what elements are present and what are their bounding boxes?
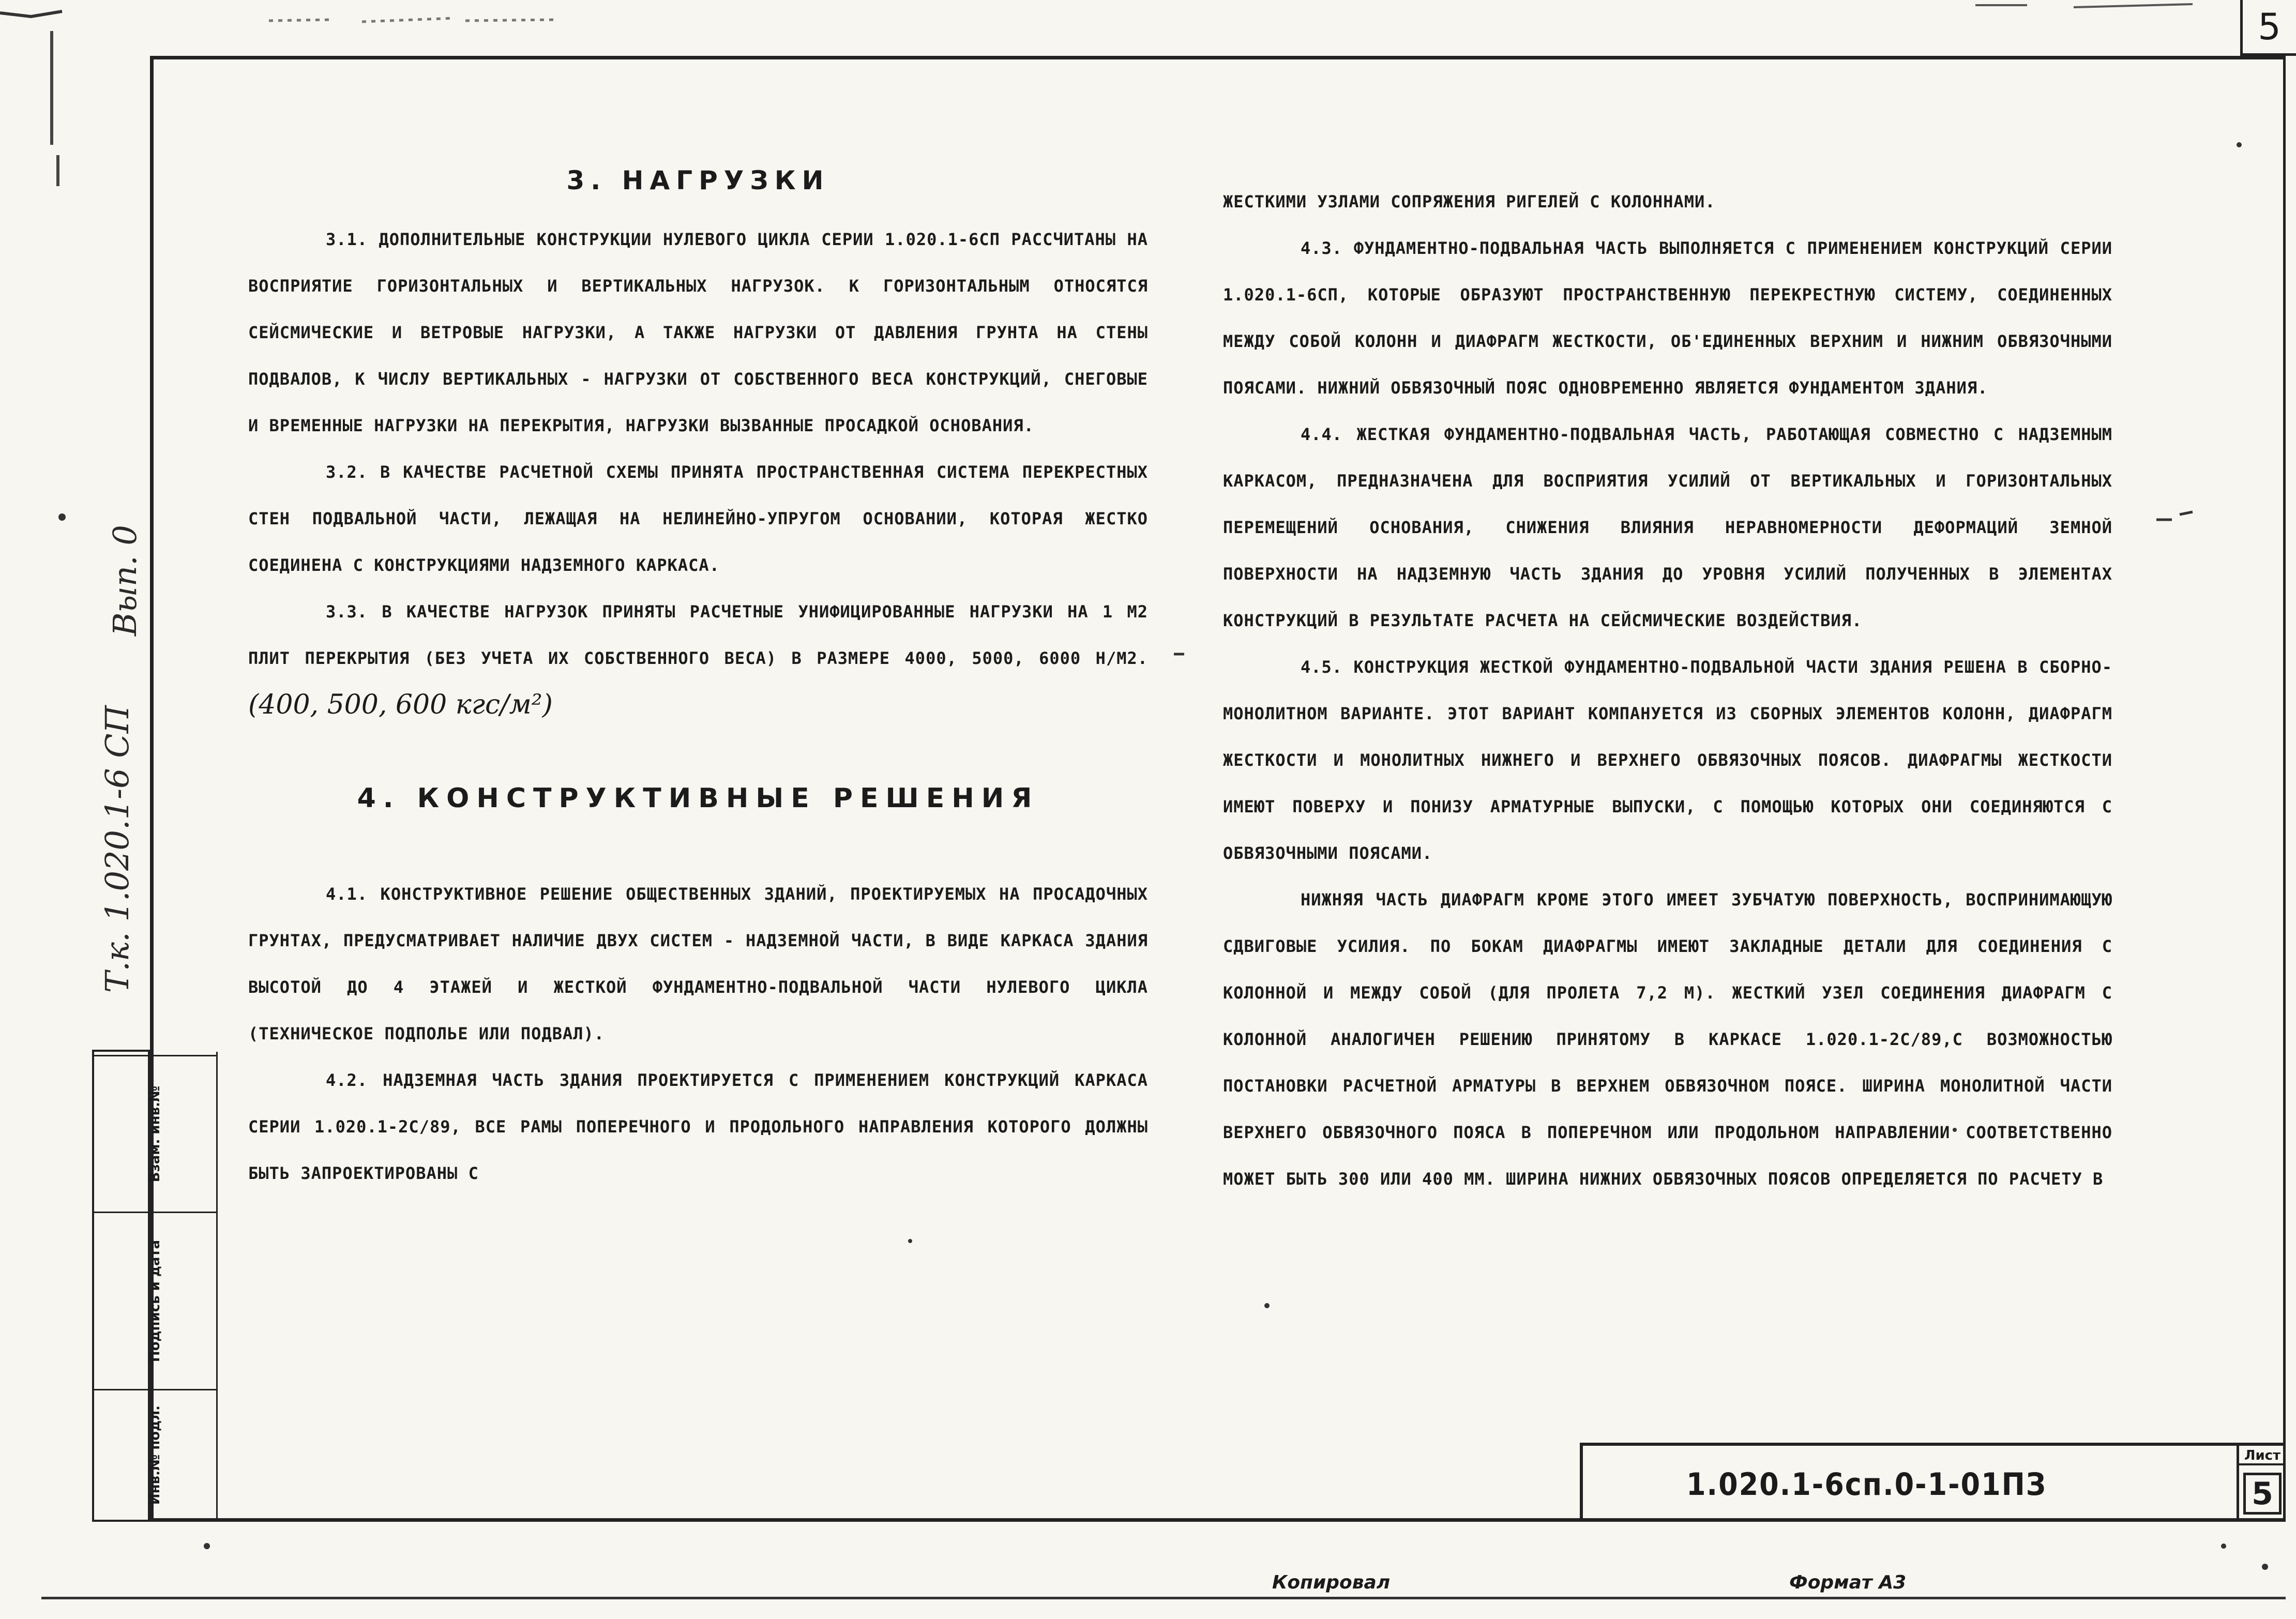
paragraph-4-2: 4.2. НАДЗЕМНАЯ ЧАСТЬ ЗДАНИЯ ПРОЕКТИРУЕТСЯ С ПРИМЕНЕНИЕМ КОНСТРУКЦИЙ КАРКАСА СЕРИИ 1.020.1-2С/89, ВСЕ РАМЫ ПОПЕРЕЧНОГО И ПРОДОЛЬНОГО НАПРАВЛЕНИЯ КОТОРОГО ДОЛЖНЫ БЫТЬ ЗАПРОЕКТИРОВАНЫ С: [248, 1070, 1148, 1183]
paragraph-4-1: 4.1. КОНСТРУКТИВНОЕ РЕШЕНИЕ ОБЩЕСТВЕННЫХ ЗДАНИЙ, ПРОЕКТИРУЕМЫХ НА ПРОСАДОЧНЫХ ГРУНТАХ, ПРЕДУСМАТРИВАЕТ НАЛИЧИЕ ДВУХ СИСТЕМ - НАДЗЕМНОЙ ЧАСТИ, В ВИДЕ КАРКАСА ЗДАНИЯ ВЫСОТОЙ ДО 4 ЭТАЖЕЙ И ЖЕСТКОЙ ФУНДАМЕНТНО-ПОДВАЛЬНОЙ ЧАСТИ НУЛЕВОГО ЦИКЛА (ТЕХНИЧЕСКОЕ ПОДПОЛЬЕ ИЛИ ПОДВАЛ).: [248, 884, 1148, 1043]
approval-stamp-strip: [92, 1050, 163, 1522]
paragraph-4-4: 4.4. ЖЕСТКАЯ ФУНДАМЕНТНО-ПОДВАЛЬНАЯ ЧАСТЬ, РАБОТАЮЩАЯ СОВМЕСТНО С НАДЗЕМНЫМ КАРКАСОМ, ПРЕДНАЗНАЧЕНА ДЛЯ ВОСПРИЯТИЯ УСИЛИЙ ОТ ВЕРТИКАЛЬНЫХ И ГОРИЗОНТАЛЬНЫХ ПЕРЕМЕЩЕНИЙ ОСНОВАНИЯ, СНИЖЕНИЯ ВЛИЯНИЯ НЕРАВНОМЕРНОСТИ ДЕФОРМАЦИЙ ЗЕМНОЙ ПОВЕРХНОСТИ НА НАДЗЕМНУЮ ЧАСТЬ ЗДАНИЯ ДО УРОВНЯ УСИЛИЙ ПОЛУЧЕННЫХ В ЭЛЕМЕНТАХ КОНСТРУКЦИЙ В РЕЗУЛЬТАТЕ РАСЧЕТА НА СЕЙСМИЧЕСКИЕ ВОЗДЕЙСТВИЯ.: [1223, 425, 2112, 630]
paragraph-4-2-continued: ЖЕСТКИМИ УЗЛАМИ СОПРЯЖЕНИЯ РИГЕЛЕЙ С КОЛОННАМИ.: [1223, 192, 1716, 211]
section-3-heading: 3. НАГРУЗКИ: [566, 165, 830, 195]
paragraph-3-3: [248, 588, 1148, 731]
sheet-number: 5: [2243, 1473, 2282, 1515]
paragraph-3-1: 3.1. ДОПОЛНИТЕЛЬНЫЕ КОНСТРУКЦИИ НУЛЕВОГО ЦИКЛА СЕРИИ 1.020.1-6СП РАССЧИТАНЫ НА ВОСПРИЯТИЕ ГОРИЗОНТАЛЬНЫХ И ВЕРТИКАЛЬНЫХ НАГРУЗОК. К ГОРИЗОНТАЛЬНЫМ ОТНОСЯТСЯ СЕЙСМИЧЕСКИЕ И ВЕТРОВЫЕ НАГРУЗКИ, А ТАКЖЕ НАГРУЗКИ ОТ ДАВЛЕНИЯ ГРУНТА НА СТЕНЫ ПОДВАЛОВ, К ЧИСЛУ ВЕРТИКАЛЬНЫХ - НАГРУЗКИ ОТ СОБСТВЕННОГО ВЕСА КОНСТРУКЦИЙ, СНЕГОВЫЕ И ВРЕМЕННЫЕ НАГРУЗКИ НА ПЕРЕКРЫТИЯ, НАГРУЗКИ ВЫЗВАННЫЕ ПРОСАДКОЙ ОСНОВАНИЯ.: [248, 230, 1148, 435]
sheet-number-cell: [2237, 1446, 2286, 1522]
format-label: Формат А3: [1789, 1572, 1907, 1593]
document-code: 1.020.1-6сп.0-1-01ПЗ: [1686, 1466, 2047, 1503]
handwritten-load-note: (400, 500, 600 кгс/м²): [248, 689, 553, 720]
issue-handwritten-label: Вып. 0: [106, 525, 144, 636]
paragraph-4-5: 4.5. КОНСТРУКЦИЯ ЖЕСТКОЙ ФУНДАМЕНТНО-ПОДВАЛЬНОЙ ЧАСТИ ЗДАНИЯ РЕШЕНА В СБОРНО-МОНОЛИТНОМ ВАРИАНТЕ. ЭТОТ ВАРИАНТ КОМПАНУЕТСЯ ИЗ СБОРНЫХ ЭЛЕМЕНТОВ КОЛОНН, ДИАФРАГМ ЖЕСТКОСТИ И МОНОЛИТНЫХ НИЖНЕГО И ВЕРХНЕГО ОБВЯЗОЧНЫХ ПОЯСОВ. ДИАФРАГМЫ ЖЕСТКОСТИ ИМЕЮТ ПОВЕРХУ И ПОНИЗУ АРМАТУРНЫЕ ВЫПУСКИ, С ПОМОЩЬЮ КОТОРЫХ ОНИ СОЕДИНЯЮТСЯ С ОБВЯЗОЧНЫМИ ПОЯСАМИ.: [1223, 657, 2112, 863]
series-handwritten-label: Т.к. 1.020.1-6 СП: [98, 705, 136, 993]
strip-label-signature: Подпись и дата: [147, 1239, 163, 1363]
left-text-column: [248, 165, 1148, 1197]
strip-label-replacement: Взам. инв.№: [147, 1085, 163, 1183]
bottom-rule: [41, 1597, 2286, 1599]
page-corner-number: 5: [2240, 0, 2296, 56]
copied-by-label: Копировал: [1272, 1572, 1391, 1593]
strip-cell: [94, 1212, 216, 1389]
strip-label-inventory: Инв.№ подл.: [147, 1405, 163, 1505]
strip-cell: [94, 1055, 216, 1212]
title-block: [1580, 1443, 2286, 1522]
right-text-column: [1223, 178, 2112, 1202]
paragraph-3-3-text: 3.3. В КАЧЕСТВЕ НАГРУЗОК ПРИНЯТЫ РАСЧЕТНЫЕ УНИФИЦИРОВАННЫЕ НАГРУЗКИ НА 1 М2 ПЛИТ ПЕРЕКРЫТИЯ (БЕЗ УЧЕТА ИХ СОБСТВЕННОГО ВЕСА) В РАЗМЕРЕ 4000, 5000, 6000 Н/М2.: [248, 602, 1148, 668]
paragraph-3-2: 3.2. В КАЧЕСТВЕ РАСЧЕТНОЙ СХЕМЫ ПРИНЯТА ПРОСТРАНСТВЕННАЯ СИСТЕМА ПЕРЕКРЕСТНЫХ СТЕН ПОДВАЛЬНОЙ ЧАСТИ, ЛЕЖАЩАЯ НА НЕЛИНЕЙНО-УПРУГОМ ОСНОВАНИИ, КОТОРАЯ ЖЕСТКО СОЕДИНЕНА С КОНСТРУКЦИЯМИ НАДЗЕМНОГО КАРКАСА.: [248, 462, 1148, 575]
section-4-heading: 4. КОНСТРУКТИВНЫЕ РЕШЕНИЯ: [357, 783, 1039, 814]
sheet-label: Лист: [2239, 1448, 2286, 1465]
paragraph-4-3: 4.3. ФУНДАМЕНТНО-ПОДВАЛЬНАЯ ЧАСТЬ ВЫПОЛНЯЕТСЯ С ПРИМЕНЕНИЕМ КОНСТРУКЦИЙ СЕРИИ 1.020.1-6СП, КОТОРЫЕ ОБРАЗУЮТ ПРОСТРАНСТВЕННУЮ ПЕРЕКРЕСТНУЮ СИСТЕМУ, СОЕДИНЕННЫХ МЕЖДУ СОБОЙ КОЛОНН И ДИАФРАГМ ЖЕСТКОСТИ, ОБ'ЕДИНЕННЫХ ВЕРХНИМ И НИЖНИМ ОБВЯЗОЧНЫМИ ПОЯСАМИ. НИЖНИЙ ОБВЯЗОЧНЫЙ ПОЯС ОДНОВРЕМЕННО ЯВЛЯЕТСЯ ФУНДАМЕНТОМ ЗДАНИЯ.: [1223, 238, 2112, 398]
strip-col-inventory: [94, 1052, 218, 1520]
strip-cell: [94, 1389, 216, 1520]
paragraph-4-5-b: НИЖНЯЯ ЧАСТЬ ДИАФРАГМ КРОМЕ ЭТОГО ИМЕЕТ ЗУБЧАТУЮ ПОВЕРХНОСТЬ, ВОСПРИНИМАЮЩУЮ СДВИГОВЫЕ УСИЛИЯ. ПО БОКАМ ДИАФРАГМЫ ИМЕЮТ ЗАКЛАДНЫЕ ДЕТАЛИ ДЛЯ СОЕДИНЕНИЯ С КОЛОННОЙ И МЕЖДУ СОБОЙ (ДЛЯ ПРОЛЕТА 7,2 М). ЖЕСТКИЙ УЗЕЛ СОЕДИНЕНИЯ ДИАФРАГМ С КОЛОННОЙ АНАЛОГИЧЕН РЕШЕНИЮ ПРИНЯТОМУ В КАРКАСЕ 1.020.1-2С/89,С ВОЗМОЖНОСТЬЮ ПОСТАНОВКИ РАСЧЕТНОЙ АРМАТУРЫ В ВЕРХНЕМ ОБВЯЗОЧНОМ ПОЯСЕ. ШИРИНА МОНОЛИТНОЙ ЧАСТИ ВЕРХНЕГО ОБВЯЗОЧНОГО ПОЯСА В ПОПЕРЕЧНОМ ИЛИ ПРОДОЛЬНОМ НАПРАВЛЕНИИ СООТВЕТСТВЕННО МОЖЕТ БЫТЬ 300 ИЛИ 400 ММ. ШИРИНА НИЖНИХ ОБВЯЗОЧНЫХ ПОЯСОВ ОПРЕДЕЛЯЕТСЯ ПО РАСЧЕТУ В: [1223, 890, 2112, 1189]
